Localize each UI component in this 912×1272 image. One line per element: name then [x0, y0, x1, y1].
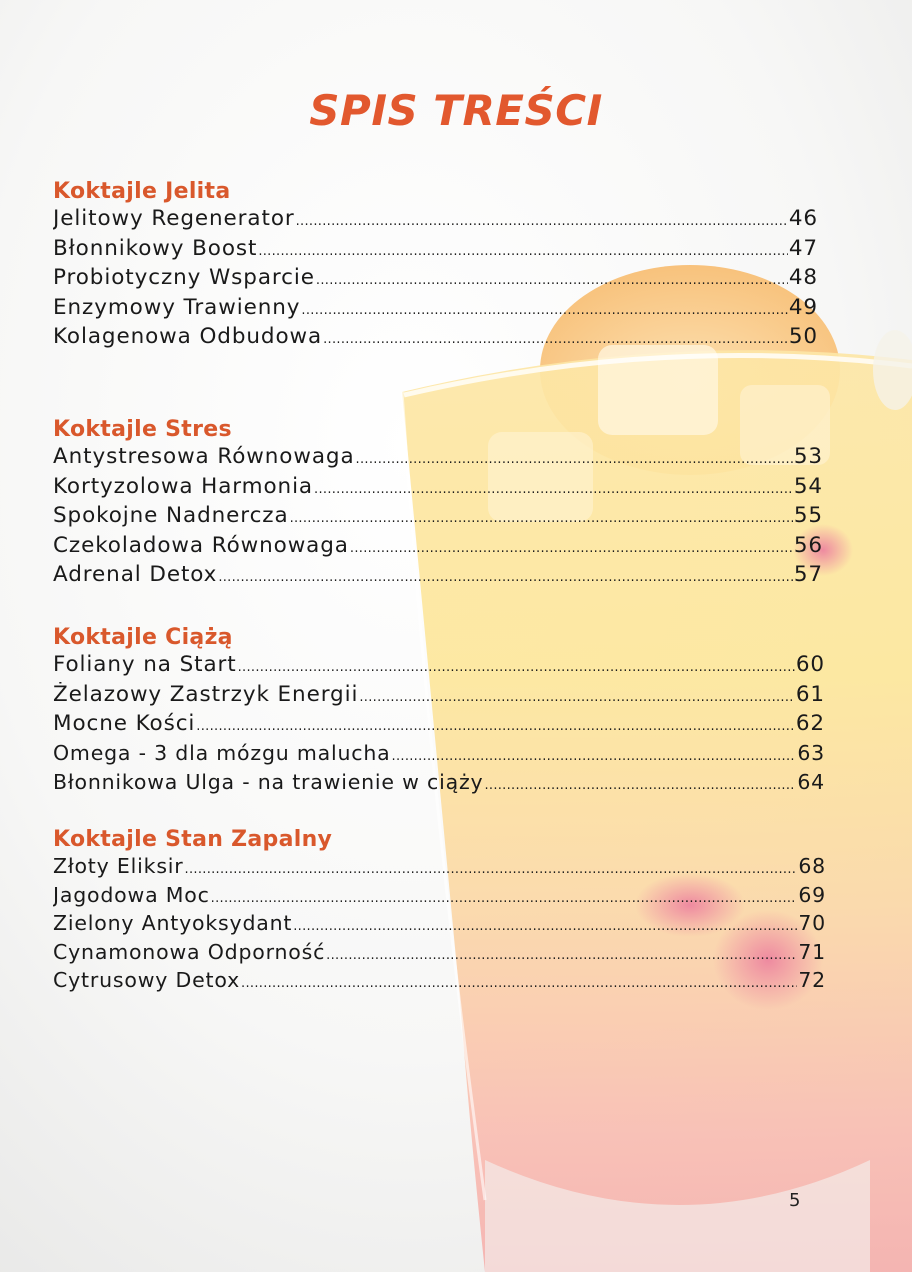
toc-entry-name: Kortyzolowa Harmonia [53, 473, 314, 499]
toc-entry[interactable] [53, 324, 818, 354]
toc-entry-page: 47 [788, 235, 818, 261]
toc-entry[interactable] [53, 265, 818, 295]
toc-dot-leader [211, 891, 798, 906]
toc-dot-leader [293, 919, 797, 934]
toc-entry-name: Omega - 3 dla mózgu malucha [53, 740, 391, 765]
toc-entry-page: 69 [798, 882, 826, 907]
toc-entry[interactable] [53, 444, 823, 474]
toc-entry-name: Enzymowy Trawienny [53, 294, 301, 320]
toc-entry[interactable] [53, 562, 823, 592]
toc-entry[interactable] [53, 911, 826, 940]
toc-dot-leader [296, 214, 788, 229]
toc-entry[interactable] [53, 652, 825, 682]
toc-dot-leader [359, 690, 794, 705]
toc-dot-leader [238, 660, 795, 675]
toc-entry-page: 46 [788, 206, 818, 231]
toc-dot-leader [185, 862, 798, 877]
toc-entry[interactable] [53, 711, 825, 741]
toc-entry-page: 61 [795, 681, 825, 707]
section-heading: Koktajle Jelita [53, 179, 231, 204]
toc-entry-page: 57 [793, 562, 823, 587]
toc-entry-page: 60 [795, 652, 825, 677]
toc-entry[interactable] [53, 940, 826, 969]
toc-dot-leader [323, 332, 788, 347]
toc-dot-leader [218, 570, 793, 585]
toc-entry[interactable] [53, 236, 818, 266]
toc-entry-name: Błonnikowa Ulga - na trawienie w ciąży [53, 770, 484, 794]
toc-entry-name: Mocne Kości [53, 711, 196, 736]
toc-dot-leader [316, 273, 788, 288]
toc-entry-page: 49 [788, 294, 818, 320]
toc-entry-page: 62 [795, 711, 825, 736]
toc-entry-name: Spokojne Nadnercza [53, 503, 289, 528]
toc-dot-leader [314, 482, 793, 497]
toc-entry[interactable] [53, 474, 823, 504]
toc-entry-name: Złoty Eliksir [53, 854, 184, 878]
toc-entry-page: 53 [793, 444, 823, 469]
toc-entry[interactable] [53, 682, 825, 712]
toc-entry-page: 55 [793, 503, 823, 528]
toc-entry[interactable] [53, 968, 826, 997]
toc-dot-leader [356, 452, 793, 467]
toc-dot-leader [350, 541, 793, 556]
toc-entry[interactable] [53, 854, 826, 883]
section-heading: Koktajle Stan Zapalny [53, 827, 333, 852]
toc-entry-name: Cytrusowy Detox [53, 968, 241, 992]
toc-entry[interactable] [53, 883, 826, 912]
toc-entry-page: 48 [788, 265, 818, 290]
toc-dot-leader [196, 719, 795, 734]
toc-entry-name: Antystresowa Równowaga [53, 444, 355, 469]
toc-entry-page: 50 [788, 324, 818, 349]
page-number: 5 [789, 1190, 801, 1211]
toc-entry-page: 56 [793, 532, 823, 558]
section-koktajle-stan-zapalny [53, 826, 826, 997]
toc-dot-leader [326, 948, 797, 963]
toc-entry-name: Probiotyczny Wsparcie [53, 265, 315, 290]
toc-entry-name: Żelazowy Zastrzyk Energii [53, 681, 359, 707]
toc-entry-page: 64 [797, 770, 825, 794]
toc-entry-name: Błonnikowy Boost [53, 235, 258, 261]
toc-dot-leader [301, 303, 787, 318]
toc-entry-name: Jelitowy Regenerator [53, 206, 295, 231]
toc-entry-name: Jagodowa Moc [53, 882, 210, 907]
toc-entry-name: Kolagenowa Odbudowa [53, 324, 323, 349]
toc-dot-leader [290, 511, 793, 526]
toc-entry-page: 71 [798, 939, 826, 964]
section-heading: Koktajle Stres [53, 417, 232, 442]
section-koktajle-ciaza [53, 624, 825, 800]
toc-entry-page: 68 [798, 854, 826, 878]
toc-dot-leader [392, 749, 797, 764]
toc-entry-page: 54 [793, 473, 823, 499]
section-koktajle-jelita [53, 178, 818, 354]
section-koktajle-stres [53, 416, 823, 592]
toc-entry[interactable] [53, 206, 818, 236]
toc-entry-page: 72 [798, 968, 826, 992]
toc-entry-page: 63 [797, 740, 825, 765]
page-title: SPIS TREŚCI [309, 86, 603, 135]
section-heading: Koktajle Ciążą [53, 625, 233, 650]
toc-entry-name: Foliany na Start [53, 652, 237, 677]
toc-entry[interactable] [53, 503, 823, 533]
toc-entry-name: Czekoladowa Równowaga [53, 532, 349, 558]
toc-dot-leader [258, 244, 788, 259]
toc-entry[interactable] [53, 295, 818, 325]
toc-entry-name: Adrenal Detox [53, 562, 218, 587]
toc-dot-leader [484, 778, 796, 793]
toc-entry[interactable] [53, 741, 825, 771]
toc-entry[interactable] [53, 533, 823, 563]
toc-entry[interactable] [53, 770, 825, 800]
toc-entry-name: Cynamonowa Odporność [53, 939, 326, 964]
toc-entry-name: Zielony Antyoksydant [53, 911, 293, 935]
toc-entry-page: 70 [798, 911, 826, 935]
toc-dot-leader [241, 976, 797, 991]
